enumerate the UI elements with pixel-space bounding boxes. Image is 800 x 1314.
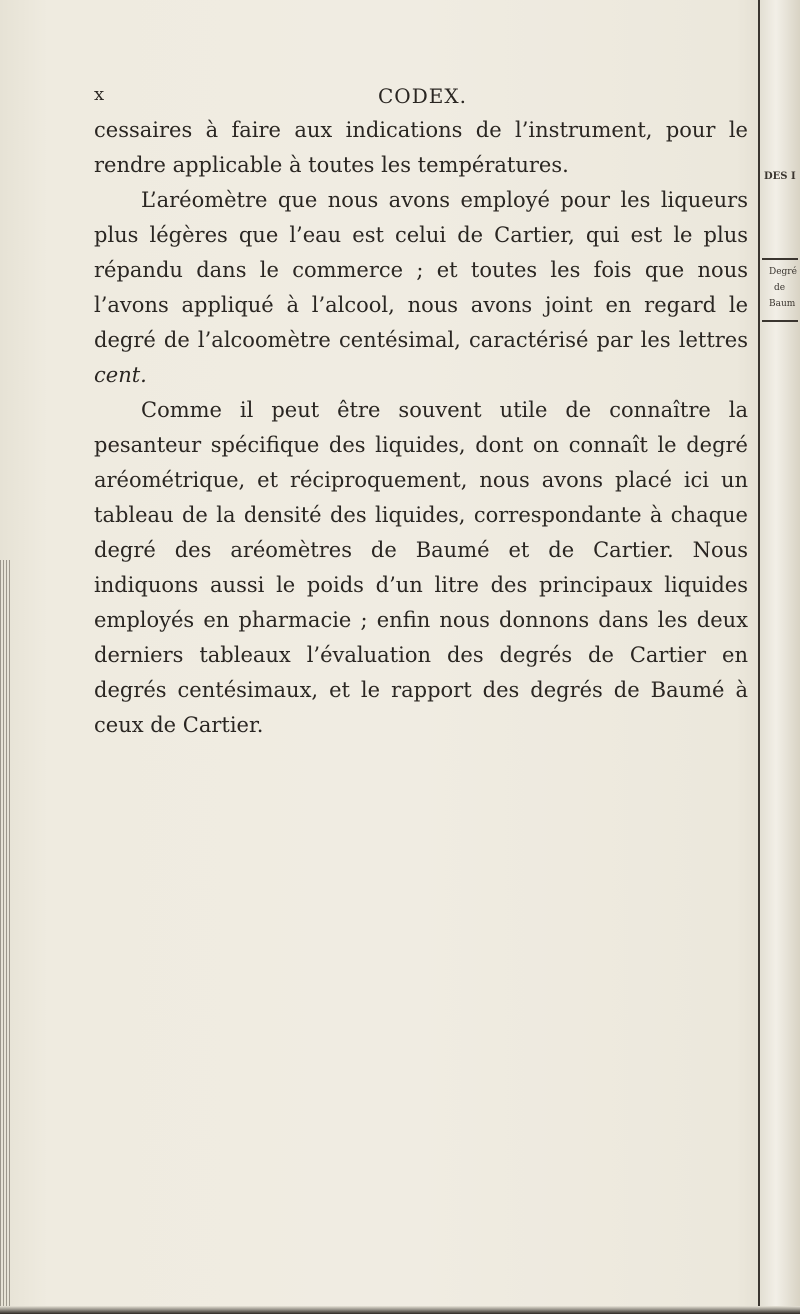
facing-page-edge <box>758 0 800 1314</box>
paragraph-1: cessaires à faire aux indications de l’instrument, pour le rendre applicable à toutes les températures. <box>94 118 748 177</box>
paragraph-2-emphasis: cent. <box>94 363 147 387</box>
paragraph-2 <box>94 183 748 393</box>
paragraph-2-text: L’aréomètre que nous avons employé pour les liqueurs plus légères que l’eau est celui de Cartier, qui est le plus répandu dans le commerce ; et toutes les fois que nous l’avons appliqué à l’alcool, nous avons joint en regard le degré de l’alcoomètre centésimal, caractérisé par les lettres <box>94 188 748 352</box>
page-edge-shadow <box>0 560 10 1314</box>
page-number: x <box>94 84 106 105</box>
body-text <box>94 113 748 743</box>
facing-page-fragment-4: Baum <box>769 299 796 309</box>
running-head <box>0 84 800 108</box>
facing-page-fragment-2: Degré <box>769 267 797 277</box>
facing-page-rule-1 <box>762 258 798 260</box>
running-title: CODEX. <box>378 84 467 108</box>
facing-page-fragment-3: de <box>774 283 786 293</box>
paragraph-3: Comme il peut être souvent utile de connaître la pesanteur spécifique des liquides, dont on connaît le degré aréométrique, et réciproquement, nous avons placé ici un tableau de la densité des liquides, correspondante à chaque degré des aréomètres de Baumé et de Cartier. Nous indiquons aussi le poids d’un litre des principaux liquides employés en pharmacie ; enfin nous donnons dans les deux derniers tableaux l’évaluation des degrés de Cartier en degrés centésimaux, et le rapport des degrés de Baumé à ceux de Cartier. <box>94 398 748 737</box>
facing-page-fragment-1: DES I <box>764 171 796 182</box>
page-bottom-edge <box>0 1306 800 1314</box>
facing-page-rule-2 <box>762 320 798 322</box>
